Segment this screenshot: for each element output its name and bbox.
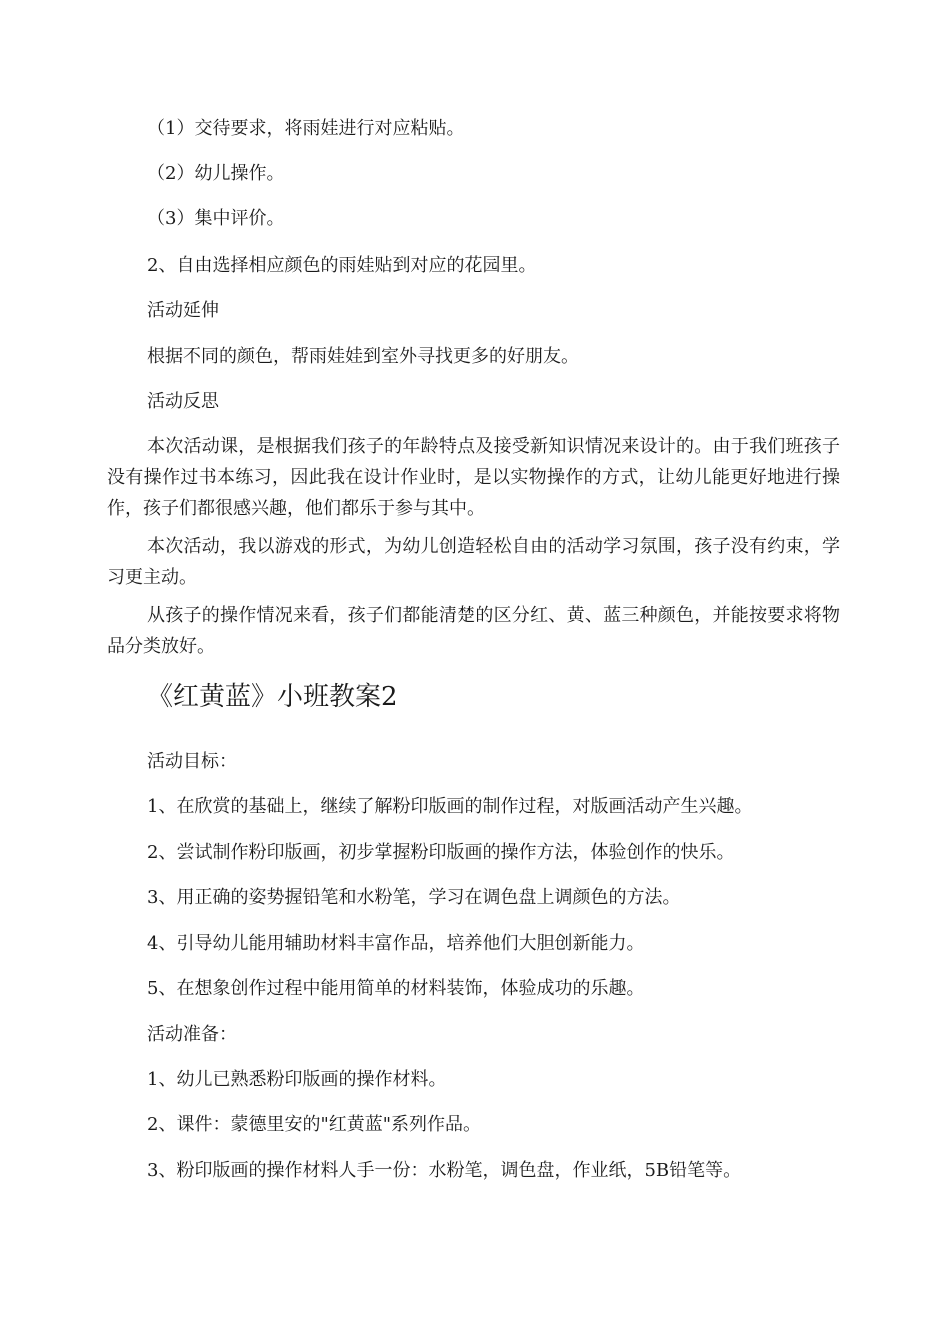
goals-title: 活动目标：: [147, 751, 237, 772]
goal-3: 3、用正确的姿势握铅笔和水粉笔，学习在调色盘上调颜色的方法。: [147, 887, 681, 908]
section-title: 《红黄蓝》小班教案2: [147, 682, 398, 712]
reflection-paragraph-2: 本次活动，我以游戏的形式，为幼儿创造轻松自由的活动学习氛围，孩子没有约束，学习更主动。: [107, 536, 840, 588]
goal-4: 4、引导幼儿能用辅助材料丰富作品，培养他们大胆创新能力。: [147, 933, 645, 954]
goal-2: 2、尝试制作粉印版画，初步掌握粉印版画的操作方法，体验创作的快乐。: [147, 842, 735, 863]
extension-title: 活动延伸: [147, 300, 219, 321]
prep-title: 活动准备：: [147, 1024, 237, 1045]
step-2: （2）幼儿操作。: [147, 163, 285, 184]
prep-3: 3、粉印版画的操作材料人手一份：水粉笔，调色盘，作业纸，5B铅笔等。: [147, 1160, 742, 1181]
goal-5: 5、在想象创作过程中能用简单的材料装饰，体验成功的乐趣。: [147, 978, 645, 999]
reflection-title: 活动反思: [147, 391, 219, 412]
reflection-paragraph-1: 本次活动课，是根据我们孩子的年龄特点及接受新知识情况来设计的。由于我们班孩子没有操作过书本练习，因此我在设计作业时，是以实物操作的方式，让幼儿能更好地进行操作，孩子们都很感兴趣，他们都乐于参与其中。: [107, 436, 840, 519]
item-2: 2、自由选择相应颜色的雨娃贴到对应的花园里。: [147, 255, 537, 276]
step-1: （1）交待要求，将雨娃进行对应粘贴。: [147, 118, 465, 139]
prep-2: 2、课件：蒙德里安的"红黄蓝"系列作品。: [147, 1114, 482, 1135]
prep-1: 1、幼儿已熟悉粉印版画的操作材料。: [147, 1069, 447, 1090]
reflection-paragraph-3: 从孩子的操作情况来看，孩子们都能清楚的区分红、黄、蓝三种颜色，并能按要求将物品分类放好。: [107, 605, 840, 657]
goal-1: 1、在欣赏的基础上，继续了解粉印版画的制作过程，对版画活动产生兴趣。: [147, 796, 753, 817]
extension-text: 根据不同的颜色，帮雨娃娃到室外寻找更多的好朋友。: [147, 346, 579, 367]
step-3: （3）集中评价。: [147, 208, 285, 229]
